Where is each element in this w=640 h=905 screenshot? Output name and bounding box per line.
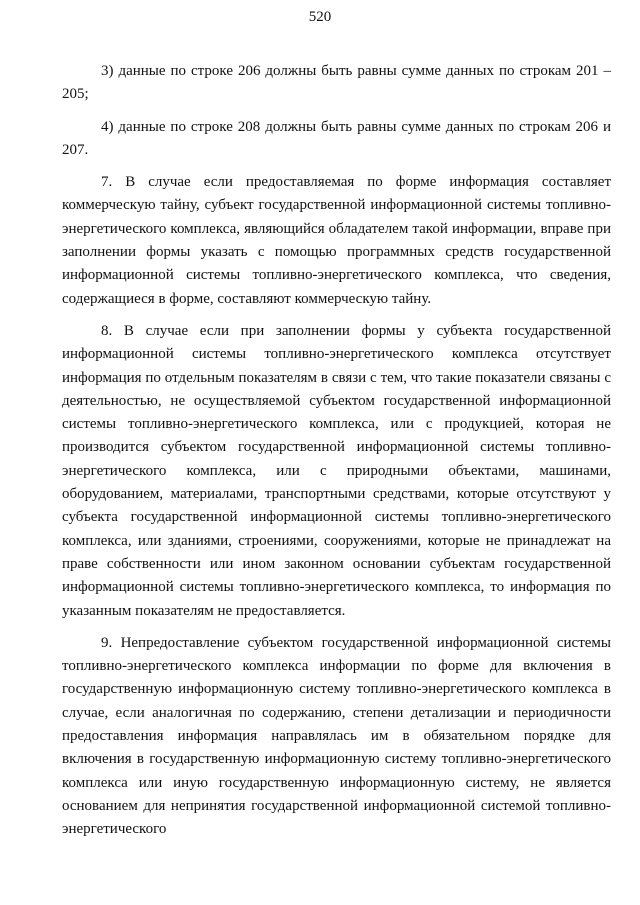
paragraph-item-3: 3) данные по строке 206 должны быть равны сумме данных по строкам 201 – 205; [62,63,611,103]
paragraph-clause-9: 9. Непредоставление субъектом государственной информационной системы топливно-энергетического комплекса информации по форме для включения в государственную информационную систему топливно-энергетического комплекса в случае, если аналогичная по содержанию, степени детализации и периодичности предоставления информация направлялась им в обязательном порядке для включения в государственную информационную систему топливно-энергетического комплекса или иную государственную информационную систему, не является основанием для непринятия государственной информационной системой топливно-энергетического [62,634,611,838]
paragraph-item-4: 4) данные по строке 208 должны быть равны сумме данных по строкам 206 и 207. [62,118,611,158]
paragraph-clause-8: 8. В случае если при заполнении формы у субъекта государственной информационной системы топливно-энергетического комплекса отсутствует информация по отдельным показателям в связи с тем, что такие показатели связаны с деятельностью, не осуществляемой субъектом государственной информационной системы топливно-энергетического комплекса, или с продукцией, которая не производится субъектом государственной информационной системы топливно-энергетического комплекса, или с природными объектами, машинами, оборудованием, материалами, транспортными средствами, которые отсутствуют у субъекта государственной информационной системы топливно-энергетического комплекса, или зданиями, строениями, сооружениями, которые не принадлежат на праве собственности или ином законном основании субъектам государственной информационной системы топливно-энергетического комплекса, то информация по указанным показателям не предоставляется. [62,322,611,619]
page-number: 520 [308,9,332,25]
document-body [62,60,611,842]
paragraph-clause-7: 7. В случае если предоставляемая по форме информация составляет коммерческую тайну, субъект государственной информационной системы топливно-энергетического комплекса, являющийся обладателем такой информации, вправе при заполнении формы указать с помощью программных средств государственной информационной системы топливно-энергетического комплекса, что сведения, содержащиеся в форме, составляют коммерческую тайну. [62,174,611,307]
